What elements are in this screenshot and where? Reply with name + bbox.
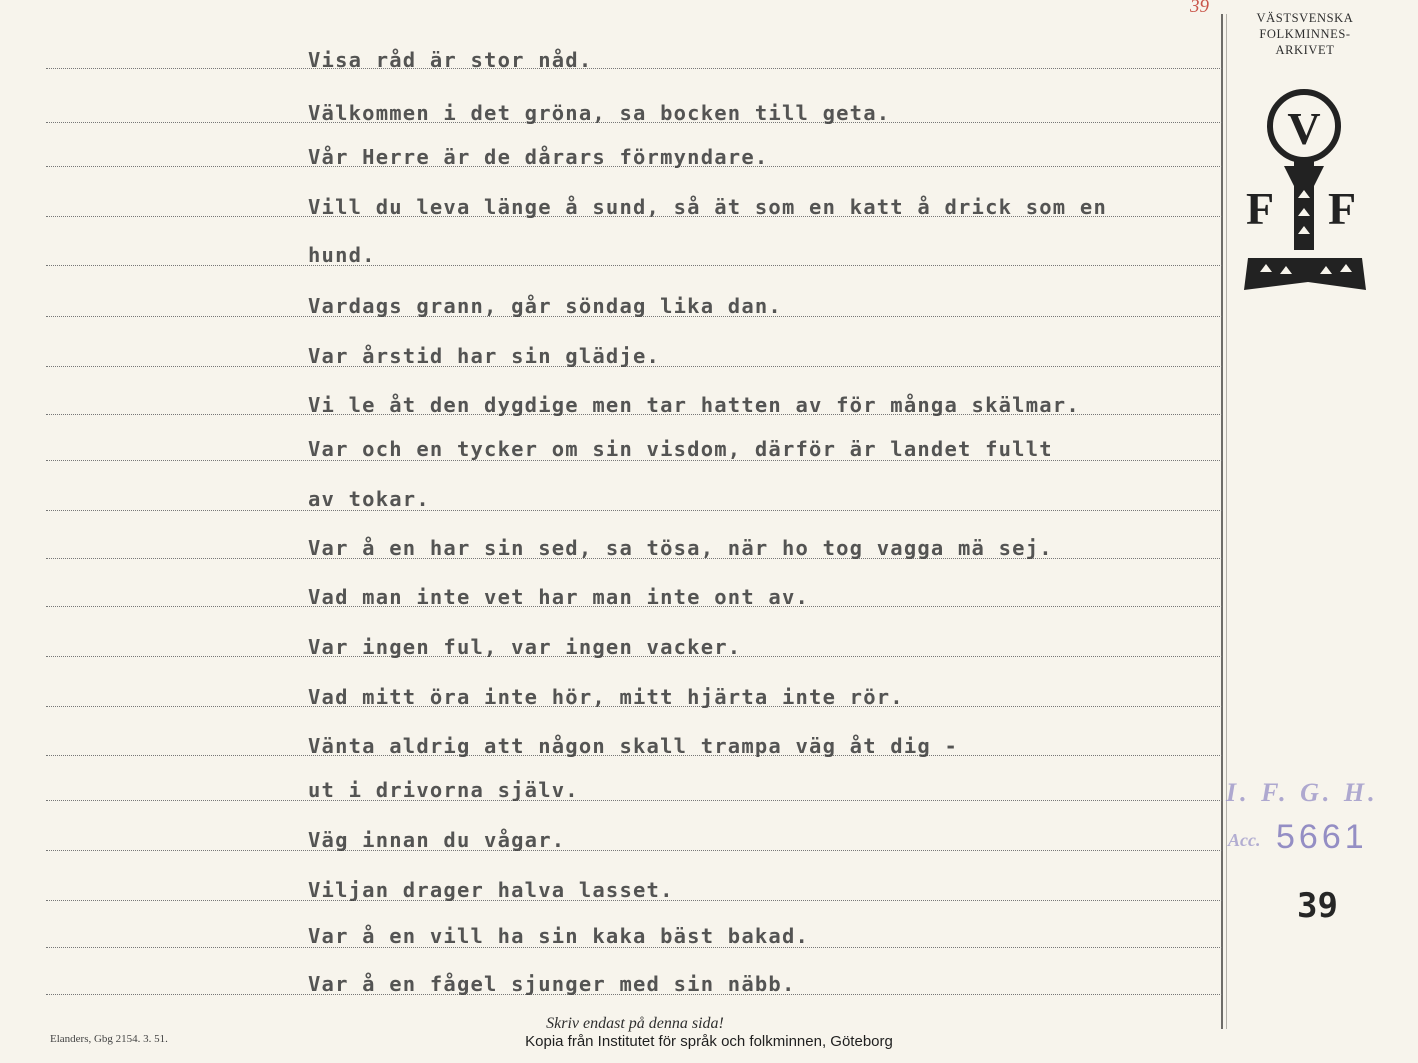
accession-label: Acc. <box>1228 830 1261 850</box>
archive-name-line-1: VÄSTSVENSKA <box>1256 11 1354 25</box>
archive-name-line-3: ARKIVET <box>1275 43 1335 57</box>
dotted-line <box>46 68 1222 69</box>
proverb-line: Vi le åt den dygdige men tar hatten av för många skälmar. <box>308 393 1080 417</box>
footer-instruction: Skriv endast på denna sida! <box>546 1015 724 1032</box>
proverb-line: Vad man inte vet har man inte ont av. <box>308 585 810 609</box>
proverb-line: Var årstid har sin glädje. <box>308 344 661 368</box>
dotted-line <box>46 800 1222 801</box>
printer-imprint: Elanders, Gbg 2154. 3. 51. <box>50 1033 168 1045</box>
dotted-line <box>46 265 1222 266</box>
proverb-line: Var och en tycker om sin visdom, därför är landet fullt <box>308 437 1053 461</box>
proverb-line: Visa råd är stor nåd. <box>308 48 593 72</box>
proverb-line: Välkommen i det gröna, sa bocken till geta. <box>308 101 891 125</box>
dotted-line <box>46 850 1222 851</box>
proverb-line: Vill du leva länge å sund, så ät som en katt å drick som en <box>308 195 1107 219</box>
logo-letter-f-left: F <box>1246 183 1275 234</box>
proverb-line: ut i drivorna själv. <box>308 778 579 802</box>
margin-rule-secondary <box>1226 14 1227 1029</box>
copy-notice: Kopia från Institutet för språk och folkminnen, Göteborg <box>525 1033 893 1050</box>
stamped-page-number: 39 <box>1297 886 1338 926</box>
ifgh-stamp: I. F. G. H. <box>1226 778 1379 807</box>
proverb-line: Vår Herre är de dårars förmyndare. <box>308 145 769 169</box>
logo-letter-v: V <box>1287 103 1321 154</box>
archive-name <box>1236 10 1374 58</box>
dotted-line <box>46 510 1222 511</box>
proverb-line: Var å en fågel sjunger med sin näbb. <box>308 972 796 996</box>
accession-number: 5661 <box>1276 818 1368 856</box>
logo-letter-f-right: F <box>1328 183 1357 234</box>
proverb-line: hund. <box>308 243 376 267</box>
proverb-line: Väg innan du vågar. <box>308 828 566 852</box>
proverb-line: av tokar. <box>308 487 430 511</box>
proverb-line: Vardags grann, går söndag lika dan. <box>308 294 782 318</box>
proverb-line: Viljan drager halva lasset. <box>308 878 674 902</box>
proverb-line: Var ingen ful, var ingen vacker. <box>308 635 742 659</box>
proverb-line: Var å en vill ha sin kaka bäst bakad. <box>308 924 810 948</box>
proverb-line: Var å en har sin sed, sa tösa, när ho tog vagga mä sej. <box>308 536 1053 560</box>
handwritten-page-number: 39 <box>1190 0 1209 17</box>
proverb-line: Vad mitt öra inte hör, mitt hjärta inte rör. <box>308 685 904 709</box>
proverb-line: Vänta aldrig att någon skall trampa väg åt dig - <box>308 734 959 758</box>
archive-name-line-2: FOLKMINNES- <box>1259 27 1351 41</box>
vff-archive-logo-icon <box>1238 86 1370 300</box>
